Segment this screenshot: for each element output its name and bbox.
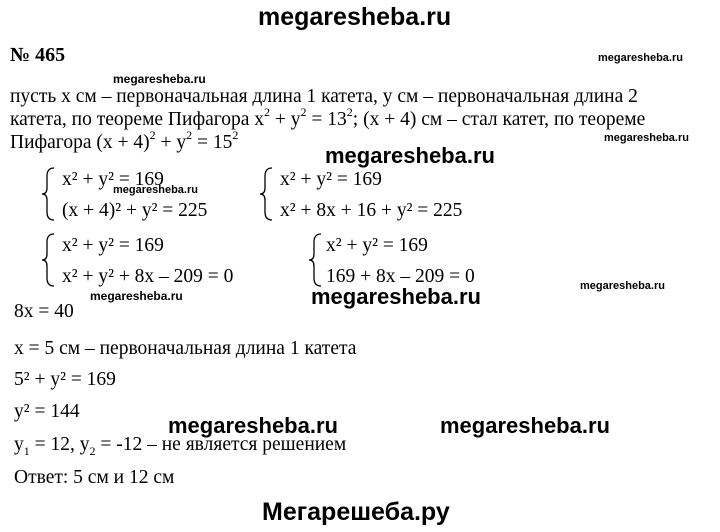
answer: Ответ: 5 см и 12 см [14,467,175,488]
watermark-mid-1: megaresheba.ru [325,143,495,168]
system-2-eq-1: х² + у² = 169 [280,169,382,190]
watermark-small-3: megaresheba.ru [604,132,689,144]
step-1: 8х = 40 [14,301,74,322]
system-3-eq-1: х² + у² = 169 [62,235,164,256]
step-3: 5² + у² = 169 [14,369,116,390]
watermark-small-2: megaresheba.ru [113,72,206,86]
step-2: х = 5 см – первоначальная длина 1 катета [14,338,357,359]
watermark-bottom: Мегарешеба.ру [262,498,450,526]
watermark-top: megaresheba.ru [258,3,452,31]
step-4: у² = 144 [14,401,80,422]
watermark-small-5: megaresheba.ru [580,280,665,292]
watermark-small-6: megaresheba.ru [90,289,183,303]
system-4-eq-1: х² + у² = 169 [326,235,428,256]
system-2-eq-2: х² + 8х + 16 + у² = 225 [280,200,463,221]
watermark-small-4: megaresheba.ru [113,184,198,196]
watermark-mid-4: megaresheba.ru [440,413,610,438]
system-3-eq-2: х² + у² + 8х – 209 = 0 [62,266,234,287]
step-5: $у_1 = 12$, $у_2 = -12$ – не является решением [14,434,347,458]
watermark-mid-3: megaresheba.ru [168,413,338,438]
intro-line-1: пусть х см – первоначальная длина 1 катета, у см – первоначальная длина 2 [10,86,638,107]
intro-line-3: Пифагора $(х + 4)^2 + у^2 = 15^2$ [10,127,239,153]
intro-line-2: катета, по теореме Пифагора $х^2 + у^2 = 13^2$; (х + 4) см – стал катет, по теореме [10,104,646,130]
brace-system-2 [258,166,274,222]
brace-system-3 [40,232,56,288]
watermark-small-1: megaresheba.ru [598,52,683,64]
system-1-eq-2: (х + 4)² + у² = 225 [62,200,208,221]
system-4-eq-2: 169 + 8х – 209 = 0 [326,266,475,287]
brace-system-1 [40,166,56,222]
watermark-mid-2: megaresheba.ru [311,284,481,309]
brace-system-4 [307,232,323,288]
problem-number: № 465 [10,44,66,66]
system-1-eq-1: х² + у² = 169 [62,169,164,190]
